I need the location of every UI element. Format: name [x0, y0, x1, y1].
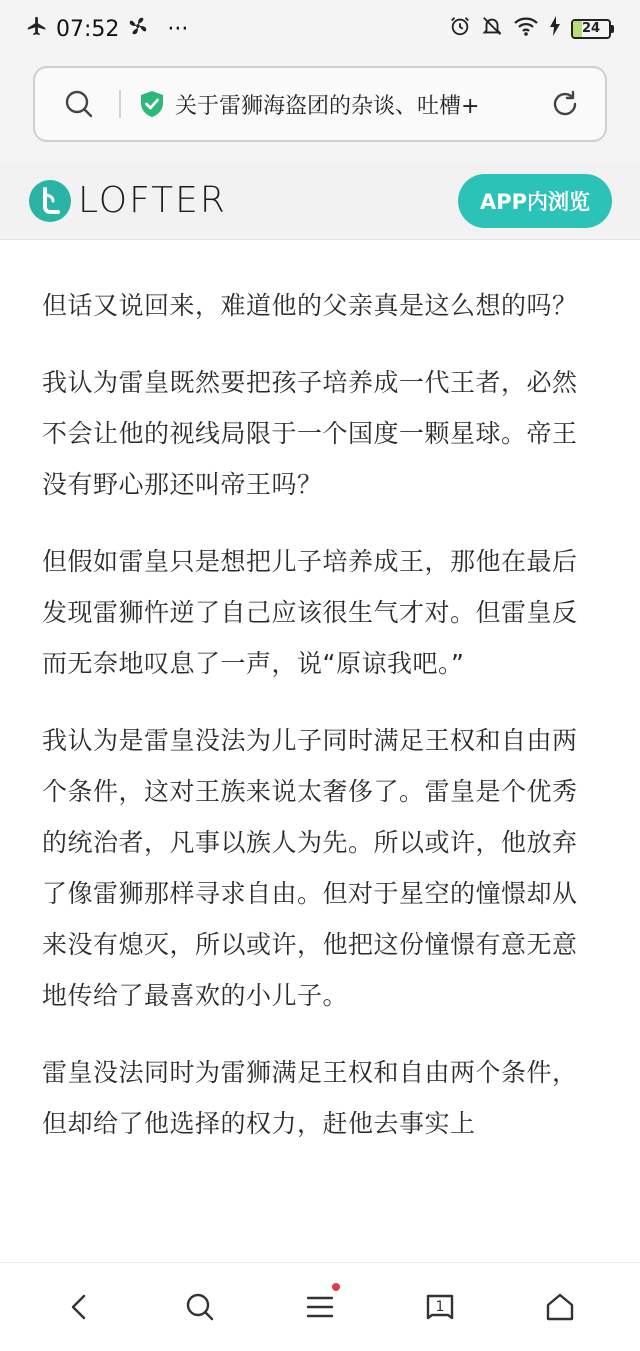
article-paragraph: 雷皇没法同时为雷狮满足王权和自由两个条件，但却给了他选择的权力，赶他去事实上 [42, 1058, 578, 1138]
page-title[interactable]: 关于雷狮海盗团的杂谈、吐槽+ [175, 93, 480, 119]
shield-check-icon [137, 89, 167, 119]
article-paragraph: 我认为雷皇既然要把孩子培养成一代王者，必然不会让他的视线局限于一个国度一颗星球。帝王没有野心那还叫帝王吗？ [42, 368, 578, 499]
fan-icon [127, 15, 149, 43]
refresh-icon[interactable] [545, 84, 585, 124]
tab-count: 1 [435, 1299, 445, 1315]
notification-dot [332, 1283, 340, 1291]
tabs-icon[interactable] [410, 1277, 470, 1337]
status-time: 07:52 [56, 16, 120, 42]
back-icon[interactable] [50, 1277, 110, 1337]
bottom-nav [0, 1262, 640, 1351]
logo-text: LOFTER [78, 180, 227, 221]
status-left [26, 15, 188, 43]
mute-bell-icon [481, 15, 503, 43]
search-icon[interactable] [170, 1277, 230, 1337]
site-header [0, 162, 640, 240]
menu-icon[interactable] [290, 1277, 350, 1337]
status-dots: ··· [167, 16, 189, 42]
charging-icon [549, 15, 561, 43]
battery-level: 24 [581, 21, 601, 36]
address-bar[interactable] [33, 66, 607, 142]
lofter-logo-icon [28, 179, 72, 223]
article-body [42, 280, 598, 1175]
airplane-icon [26, 15, 48, 43]
lofter-logo[interactable] [28, 179, 227, 223]
home-icon[interactable] [530, 1277, 590, 1337]
address-divider [119, 90, 121, 118]
status-bar [0, 0, 640, 58]
alarm-icon [449, 15, 471, 43]
article-paragraph: 但假如雷皇只是想把儿子培养成王，那他在最后发现雷狮忤逆了自己应该很生气才对。但雷皇反而无奈地叹息了一声，说“原谅我吧。” [42, 547, 578, 678]
open-in-app-button[interactable]: APP内浏览 [458, 174, 612, 228]
article-paragraph: 但话又说回来，难道他的父亲真是这么想的吗？ [42, 291, 578, 320]
status-right [449, 15, 614, 43]
battery-icon [571, 19, 614, 39]
search-icon[interactable] [59, 84, 99, 124]
article-paragraph: 我认为是雷皇没法为儿子同时满足王权和自由两个条件，这对王族来说太奢侈了。雷皇是个优秀的统治者，凡事以族人为先。所以或许，他放弃了像雷狮那样寻求自由。但对于星空的憧憬却从来没有熄灭，所以或许，他把这份憧憬有意无意地传给了最喜欢的小儿子。 [42, 726, 578, 1010]
browser-toolbar [0, 58, 640, 162]
wifi-icon [513, 15, 539, 43]
